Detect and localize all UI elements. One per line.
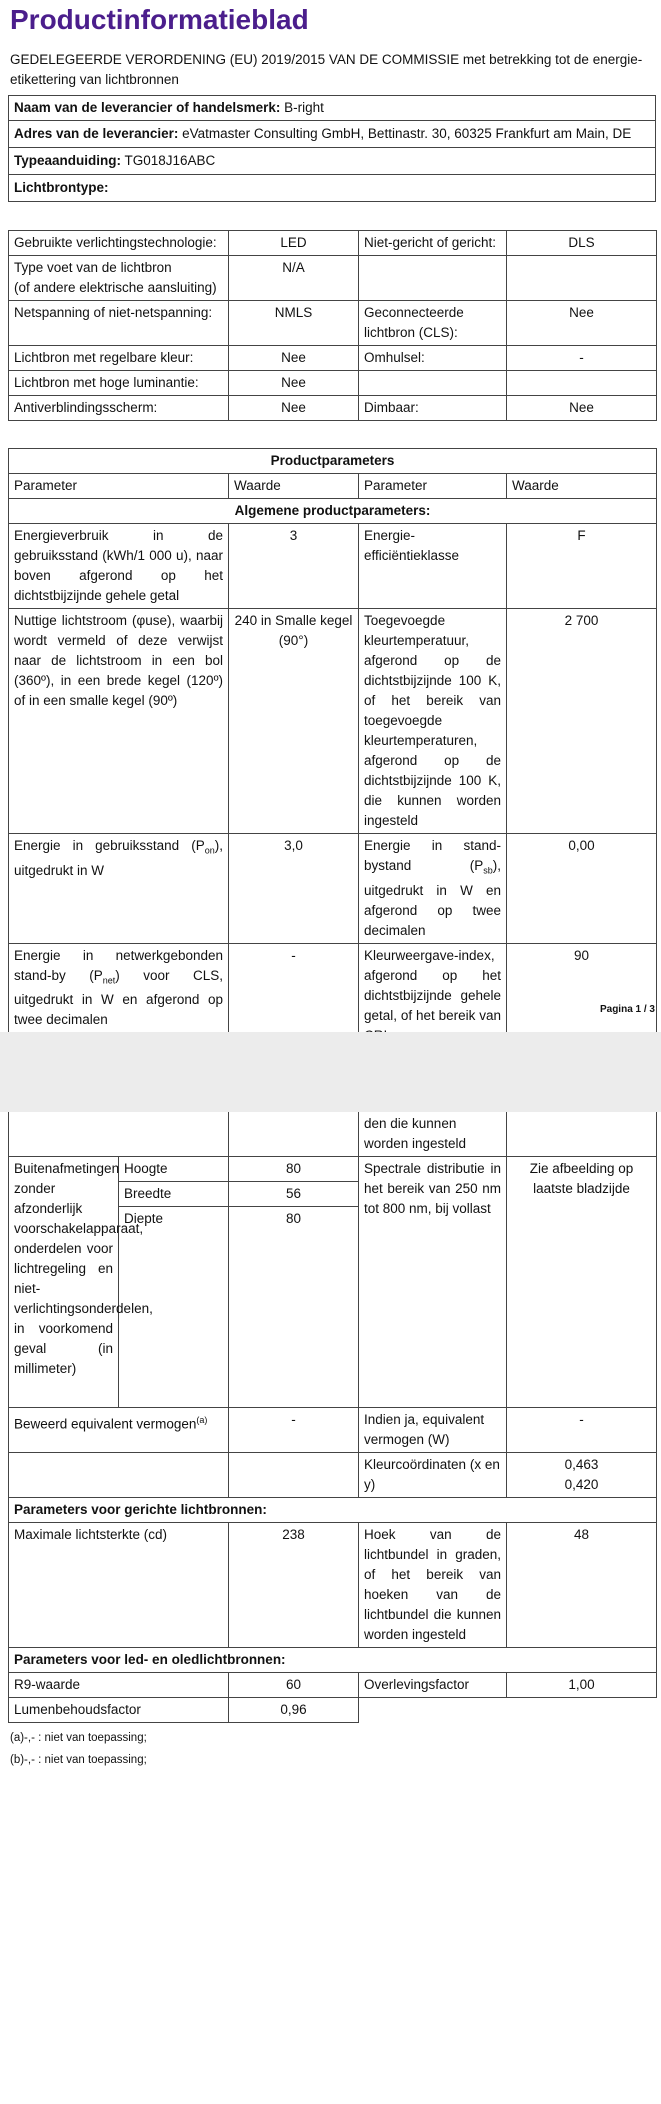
empty-cell: [507, 371, 657, 396]
flux-value: 240 in Smalle kegel (90°): [229, 609, 359, 834]
colour-value: Nee: [229, 346, 359, 371]
cap-value: N/A: [229, 256, 359, 301]
page-1: [0, 0, 661, 1032]
col-header-value: Waarde: [229, 474, 359, 499]
dimensions-label: Buitenafmetingen zonder afzonderlijk voorschakelapparaat, onderdelen voor lichtregeling en niet-verlichtingsonderdelen, in voorkomend geval (in millimeter): [9, 1157, 119, 1408]
footnote-b: (b)-,- : niet van toepassing;: [10, 1754, 147, 1766]
params-table: [8, 448, 657, 1048]
directional-section-title: Parameters voor gerichte lichtbronnen:: [9, 1498, 657, 1523]
empty-cell: [229, 1112, 359, 1157]
tech-value: LED: [229, 231, 359, 256]
dim-label: Dimbaar:: [359, 396, 507, 421]
lightsource-section-label: Lichtbrontype:: [9, 175, 656, 202]
supplier-name-value: B-right: [284, 100, 324, 115]
pon-value: 3,0: [229, 834, 359, 944]
chroma-label: Kleurcoördinaten (x en y): [359, 1453, 507, 1498]
pnet-value: -: [229, 943, 359, 1048]
height-value: 80: [229, 1157, 359, 1182]
page-title: Productinformatieblad: [10, 4, 309, 35]
eclass-value: F: [507, 524, 657, 609]
energy-on-value: 3: [229, 524, 359, 609]
model-cell: [9, 148, 656, 175]
ifyes-value: -: [507, 1408, 657, 1453]
height-label: Hoogte: [119, 1157, 229, 1182]
eclass-label: Energie-efficiëntieklasse: [359, 524, 507, 609]
beam-value: 48: [507, 1523, 657, 1648]
col-header-param: Parameter: [359, 474, 507, 499]
page-2: [0, 1112, 661, 2104]
hlum-value: Nee: [229, 371, 359, 396]
cap-label-2: (of andere elektrische aansluiting): [14, 280, 217, 295]
width-label: Breedte: [119, 1182, 229, 1207]
r9-label: R9-waarde: [9, 1673, 229, 1698]
mains-label: Netspanning of niet-netspanning:: [9, 301, 229, 346]
psb-label: Energie in stand-bystand $(P_{sb})$, uitgedrukt in W en afgerond op twee decimalen: [359, 834, 507, 944]
model-value: TG018J16ABC: [124, 153, 216, 168]
energy-on-label: Energieverbruik in de gebruiksstand (kWh/1 000 u), naar boven afgerond op het dichtstbijzijnde gehele getal: [9, 524, 229, 609]
page-gap: [0, 1032, 661, 1112]
cls-value: Nee: [507, 301, 657, 346]
depth-value: 80: [229, 1207, 359, 1408]
led-section-title: Parameters voor led- en oledlichtbronnen:: [9, 1648, 657, 1673]
tech-label: Gebruikte verlichtingstechnologie:: [9, 231, 229, 256]
empty-cell: [507, 256, 657, 301]
params-section-title: Productparameters: [9, 449, 657, 474]
lumen-label: Lumenbehoudsfactor: [9, 1698, 229, 1723]
model-label: Typeaanduiding:: [14, 153, 121, 168]
colour-label: Lichtbron met regelbare kleur:: [9, 346, 229, 371]
claimed-label: Beweerd equivalent vermogen$^{(a)}$: [9, 1408, 229, 1453]
supplier-table: [8, 95, 656, 202]
chroma-values: [507, 1453, 657, 1498]
survival-value: 1,00: [507, 1673, 657, 1698]
flux-label: Nuttige lichtstroom (φuse), waarbij wordt vermeld of deze verwijst naar de lichtstroom in een bol (360º), in een brede kegel (120º) of in een smalle kegel (90º): [9, 609, 229, 834]
cct-value: 2 700: [507, 609, 657, 834]
envelope-label: Omhulsel:: [359, 346, 507, 371]
supplier-address-label: Adres van de leverancier:: [14, 126, 179, 141]
chroma-y: 0,420: [564, 1477, 599, 1492]
spd-value: Zie afbeelding op laatste bladzijde: [507, 1157, 657, 1408]
psb-value: 0,00: [507, 834, 657, 944]
params-table-continued: [8, 1112, 657, 1723]
supplier-name-cell: [9, 96, 656, 121]
glare-value: Nee: [229, 396, 359, 421]
cri-value: 90: [507, 943, 657, 1048]
cri-label: Kleurweergave-index, afgerond op het dichtstbijzijnde gehele getal, of het bereik van: [359, 943, 507, 1048]
empty-cell: [359, 256, 507, 301]
beam-label: Hoek van de lichtbundel in graden, of het bereik van hoeken van de lichtbundel die kunnen worden ingesteld: [359, 1523, 507, 1648]
empty-cell: [359, 371, 507, 396]
col-header-param: Parameter: [9, 474, 229, 499]
cap-label: Type voet van de lichtbron: [14, 260, 172, 275]
glare-label: Antiverblindingsscherm:: [9, 396, 229, 421]
general-section-title: Algemene productparameters:: [9, 499, 657, 524]
regulation-subtitle: GEDELEGEERDE VERORDENING (EU) 2019/2015 VAN DE COMMISSIE met betrekking tot de energie-etikettering van lichtbronnen: [10, 52, 643, 87]
empty-cell: [229, 1453, 359, 1498]
lightsource-table: [8, 230, 657, 421]
empty-cell: [9, 1112, 229, 1157]
ifyes-label: Indien ja, equivalent vermogen (W): [359, 1408, 507, 1453]
spd-label: Spectrale distributie in het bereik van 250 nm tot 800 nm, bij vollast: [359, 1157, 507, 1408]
hlum-label: Lichtbron met hoge luminantie:: [9, 371, 229, 396]
cct-label: Toegevoegde kleurtemperatuur, afgerond op de dichtstbijzijnde 100 K, of het bereik van toegevoegde kleurtemperaturen, afgerond op de dichtstbijzijnde 100 K, die kunnen worden ingesteld: [359, 609, 507, 834]
claimed-value: -: [229, 1408, 359, 1453]
r9-value: 60: [229, 1673, 359, 1698]
width-value: 56: [229, 1182, 359, 1207]
supplier-name-label: Naam van de leverancier of handelsmerk:: [14, 100, 281, 115]
col-header-value: Waarde: [507, 474, 657, 499]
cap-label-cell: [9, 256, 229, 301]
nondir-label: Niet-gericht of gericht:: [359, 231, 507, 256]
lumen-value: 0,96: [229, 1698, 359, 1723]
supplier-address-cell: [9, 121, 656, 148]
depth-label: Diepte: [119, 1207, 229, 1408]
cls-label: Geconnecteerde lichtbron (CLS):: [359, 301, 507, 346]
footnote-a: (a)-,- : niet van toepassing;: [10, 1732, 147, 1744]
envelope-value: -: [507, 346, 657, 371]
empty-cell: [507, 1112, 657, 1157]
nondir-value: DLS: [507, 231, 657, 256]
empty-cell: [9, 1453, 229, 1498]
supplier-address-value: eVatmaster Consulting GmbH, Bettinastr. 30, 60325 Frankfurt am Main, DE: [182, 126, 632, 141]
page-number: Pagina 1 / 3: [599, 1004, 655, 1015]
chroma-x: 0,463: [564, 1457, 599, 1472]
survival-label: Overlevingsfactor: [359, 1673, 507, 1698]
intensity-value: 238: [229, 1523, 359, 1648]
mains-value: NMLS: [229, 301, 359, 346]
intensity-label: Maximale lichtsterkte (cd): [9, 1523, 229, 1648]
pnet-label: Energie in netwerkgebonden stand-by $(P_{net})$ voor CLS, uitgedrukt in W en afgerond op twee decimalen: [9, 943, 229, 1048]
cri-label-continued: den die kunnen worden ingesteld: [359, 1112, 507, 1157]
pon-label: Energie in gebruiksstand $(P_{on})$, uitgedrukt in W: [9, 834, 229, 944]
dim-value: Nee: [507, 396, 657, 421]
